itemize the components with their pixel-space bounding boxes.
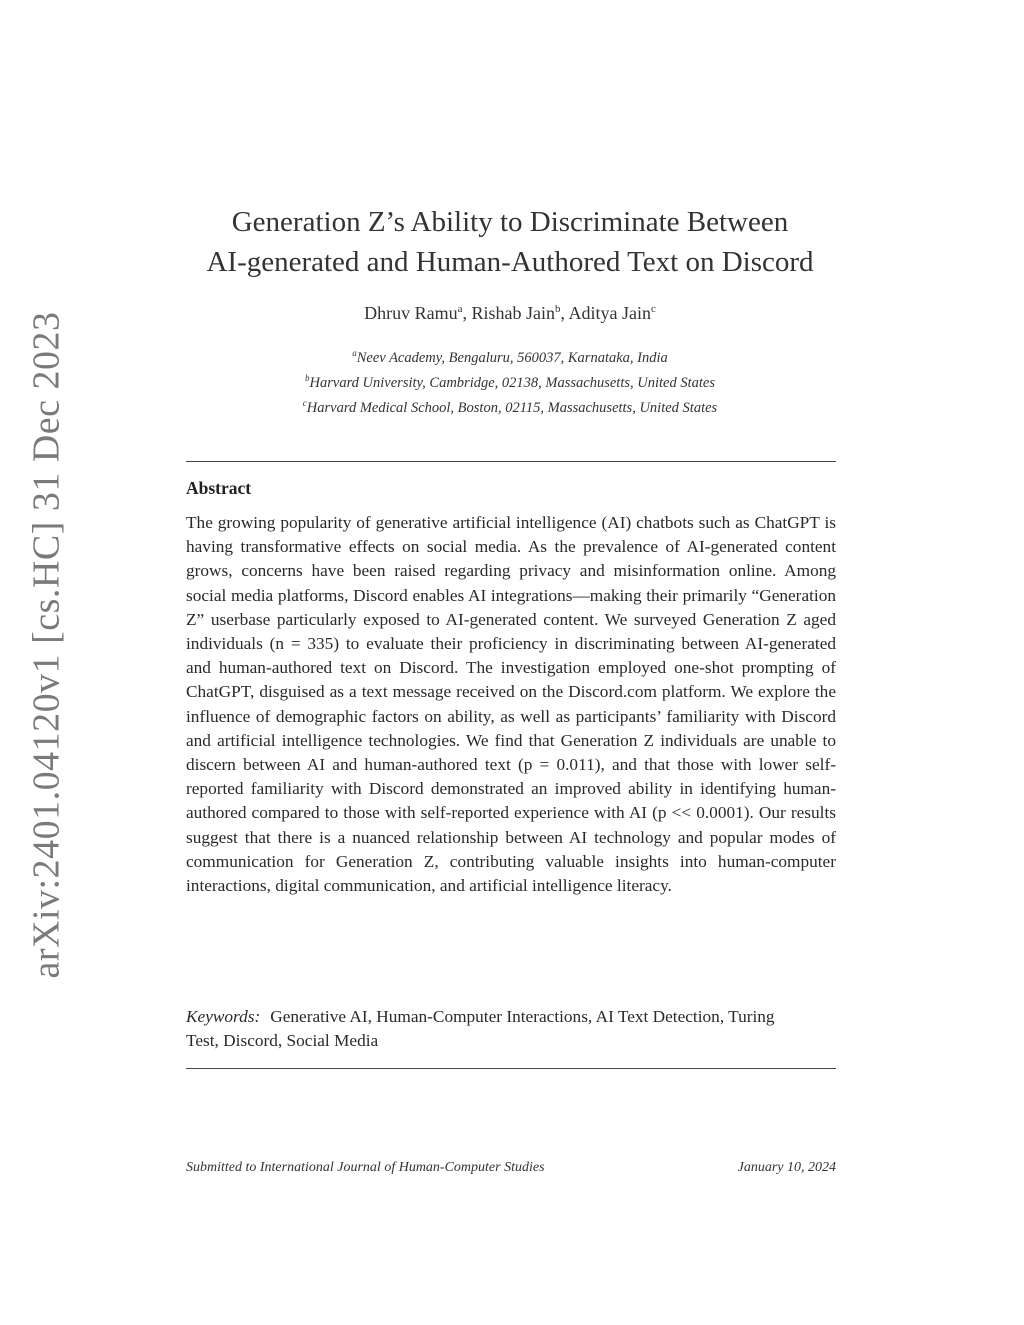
affiliation-text: Harvard University, Cambridge, 02138, Massachusetts, United States (309, 374, 715, 391)
arxiv-identifier-text: arXiv:2401.04120v1 [cs.HC] 31 Dec 2023 (25, 311, 68, 979)
author-name: Dhruv Ramu (364, 303, 458, 323)
keywords-block (186, 1005, 786, 1053)
author-list: Dhruv Ramu$^a$, Rishab Jain$^b$, Aditya Jain$^c$ (364, 303, 656, 323)
affiliation-item (150, 393, 870, 418)
title-line-1: Generation Z’s Ability to Discriminate Between (231, 206, 789, 238)
affiliation-item (150, 368, 870, 393)
author-mark: c (651, 303, 656, 315)
author-name: Aditya Jain (568, 303, 651, 323)
author-mark: b (554, 303, 561, 315)
submission-note: Submitted to International Journal of Human-Computer Studies (186, 1160, 545, 1175)
affiliation-text: Harvard Medical School, Boston, 02115, Massachusetts, United States (306, 399, 718, 416)
affiliation-item (150, 343, 870, 368)
keywords-text: Generative AI, Human-Computer Interactions, AI Text Detection, Turing Test, Discord, Social Media (186, 1007, 775, 1051)
affiliation-mark: c (302, 397, 307, 408)
top-divider (186, 461, 836, 462)
paper-title (150, 202, 870, 282)
abstract-body: The growing popularity of generative artificial intelligence (AI) chatbots such as ChatGPT is having transformative effects on social media. As the prevalence of AI-generated content grows, concerns have been raised regarding privacy and misinformation online. Among social media platforms, Discord enables AI integrations—making their primarily “Generation Z” userbase particularly exposed to AI-generated content. We surveyed Generation Z aged individuals (n = 335) to evaluate their proficiency in discriminating between AI-generated and human-authored text on Discord. The investigation employed one-shot prompting of ChatGPT, disguised as a text message received on the Discord.com platform. We explore the influence of demographic factors on ability, as well as participants’ familiarity with Discord and artificial intelligence technologies. We find that Generation Z individuals are unable to discern between AI and human-authored text (p = 0.011), and that those with lower self-reported familiarity with Discord demonstrated an improved ability in identifying human-authored compared to those with self-reported experience with AI (p << 0.0001). Our results suggest that there is a nuanced relationship between AI technology and popular modes of communication for Generation Z, contributing valuable insights into human-computer interactions, digital communication, and artificial intelligence literacy. (186, 513, 836, 896)
keywords-label: Keywords: (186, 1007, 261, 1026)
arxiv-identifier (16, 311, 76, 979)
affiliation-list (150, 343, 870, 417)
affiliation-mark: b (305, 372, 310, 383)
abstract-heading: Abstract (186, 478, 252, 498)
author-mark: a (457, 303, 463, 315)
footer-date: January 10, 2024 (737, 1160, 836, 1175)
title-line-2: AI-generated and Human-Authored Text on Discord (206, 246, 814, 278)
affiliation-mark: a (352, 348, 357, 358)
bottom-divider (186, 1068, 836, 1069)
author-name: Rishab Jain (471, 303, 555, 323)
affiliation-text: Neev Academy, Bengaluru, 560037, Karnataka, India (356, 349, 668, 366)
